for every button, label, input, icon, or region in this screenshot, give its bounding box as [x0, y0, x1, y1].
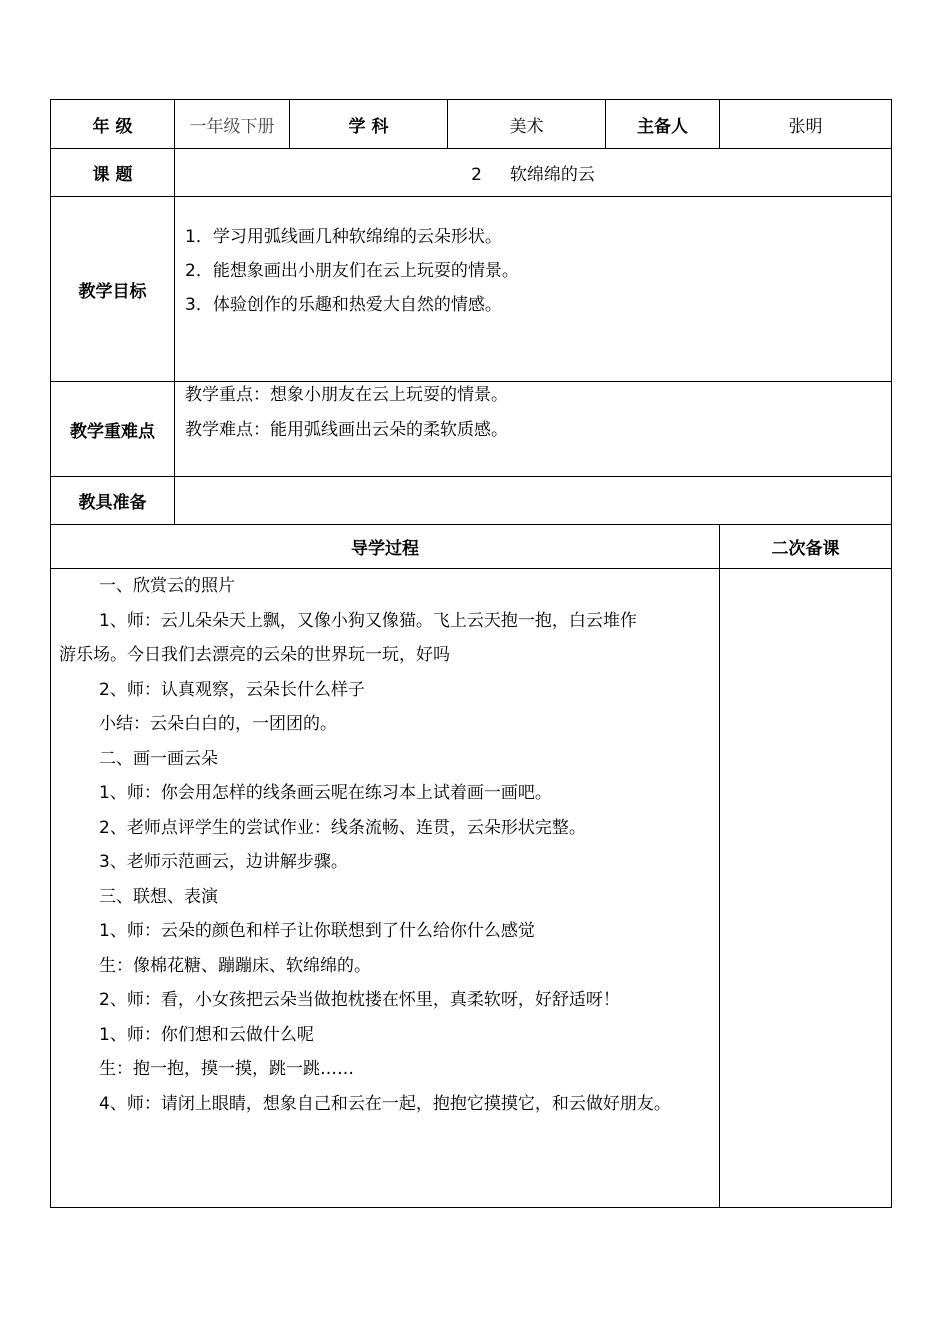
- materials-value: [175, 477, 892, 525]
- second-prep-label: 二次备课: [720, 525, 892, 569]
- process-line: 一、欣赏云的照片: [99, 576, 235, 596]
- process-line: 1、师：云朵的颜色和样子让你联想到了什么给你什么感觉: [99, 921, 535, 941]
- topic-title: 软绵绵的云: [509, 165, 595, 185]
- grade-label: 年 级: [51, 100, 175, 149]
- materials-row: [51, 477, 892, 525]
- process-line: 三、联想、表演: [99, 886, 218, 907]
- process-line: 1、师：你们想和云做什么呢: [99, 1024, 314, 1045]
- process-label: 导学过程: [51, 525, 720, 569]
- process-line: 游乐场。今日我们去漂亮的云朵的世界玩一玩，好吗: [59, 645, 450, 665]
- header-row: [51, 100, 892, 149]
- goal-item: 1．学习用弧线画几种软绵绵的云朵形状。: [185, 227, 502, 247]
- process-line: 2、师：认真观察，云朵长什么样子: [99, 679, 365, 700]
- process-line: 1、师：你会用怎样的线条画云呢在练习本上试着画一画吧。: [99, 783, 552, 803]
- process-line: 2、老师点评学生的尝试作业：线条流畅、连贯，云朵形状完整。: [99, 817, 586, 838]
- key-point-item: 教学难点：能用弧线画出云朵的柔软质感。: [185, 420, 508, 440]
- subject-value: 美术: [448, 100, 606, 149]
- process-line: 4、师：请闭上眼睛，想象自己和云在一起，抱抱它摸摸它，和云做好朋友。: [99, 1093, 671, 1114]
- process-line: 2、师：看，小女孩把云朵当做抱枕搂在怀里，真柔软呀，好舒适呀！: [99, 990, 620, 1010]
- process-line: 二、画一画云朵: [99, 748, 218, 769]
- topic-cell: [175, 149, 892, 197]
- process-line: 1、师：云儿朵朵天上飘，又像小狗又像猫。飞上云天抱一抱，白云堆作: [99, 610, 637, 631]
- preparer-label: 主备人: [606, 100, 720, 149]
- lesson-plan-table: [50, 99, 892, 1208]
- process-line: 小结：云朵白白的，一团团的。: [99, 714, 337, 734]
- process-header-row: [51, 525, 892, 569]
- goals-cell: [175, 197, 892, 382]
- process-line: 生：像棉花糖、蹦蹦床、软绵绵的。: [99, 955, 371, 976]
- goal-item: 3．体验创作的乐趣和热爱大自然的情感。: [185, 295, 502, 315]
- topic-row: [51, 149, 892, 197]
- key-points-cell: [175, 382, 892, 477]
- topic-label: 课 题: [51, 149, 175, 197]
- preparer-value: 张明: [720, 100, 892, 149]
- second-prep-content: [720, 569, 892, 1208]
- materials-label: 教具准备: [51, 477, 175, 525]
- goals-label: 教学目标: [51, 197, 175, 382]
- key-points-label: 教学重难点: [51, 382, 175, 477]
- process-line: 生：抱一抱，摸一摸，跳一跳……: [99, 1059, 354, 1079]
- process-content: [51, 569, 720, 1208]
- topic-number: 2: [471, 165, 482, 185]
- goals-row: [51, 197, 892, 382]
- grade-value: 一年级下册: [175, 100, 290, 149]
- process-line: 3、老师示范画云，边讲解步骤。: [99, 852, 348, 872]
- subject-label: 学 科: [290, 100, 448, 149]
- process-row: [51, 569, 892, 1208]
- goal-item: 2．能想象画出小朋友们在云上玩耍的情景。: [185, 261, 519, 281]
- key-point-item: 教学重点：想象小朋友在云上玩耍的情景。: [185, 385, 508, 405]
- key-points-row: [51, 382, 892, 477]
